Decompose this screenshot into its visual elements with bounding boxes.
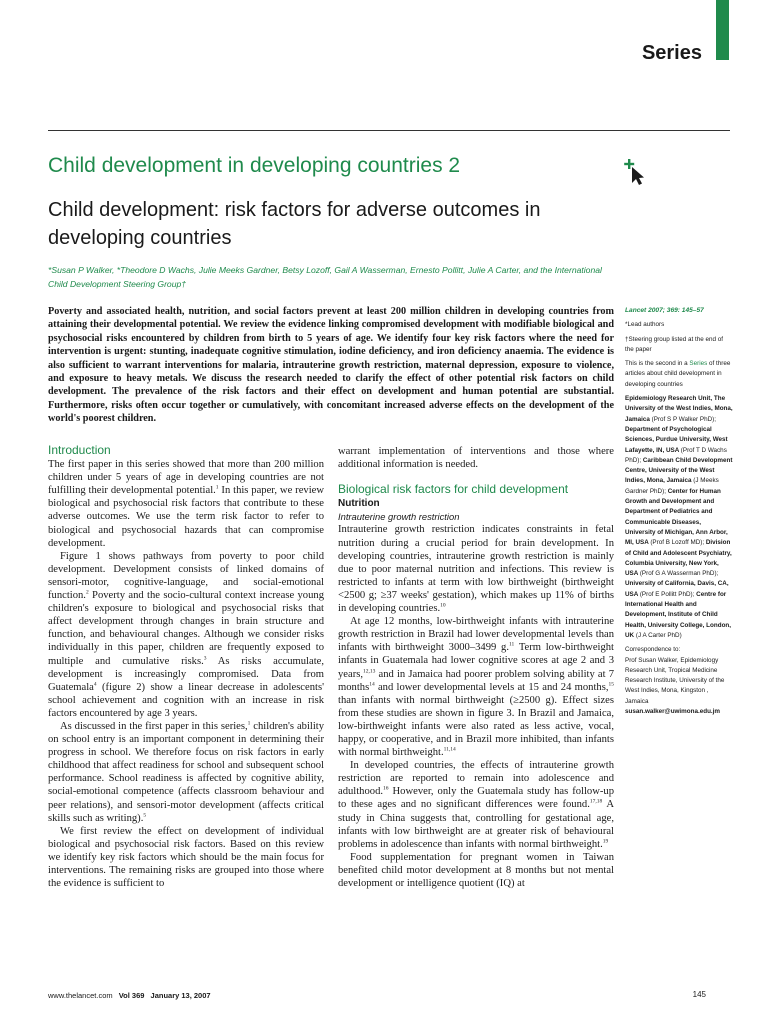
iugr-heading: Intrauterine growth restriction <box>338 511 460 523</box>
correspondence-email[interactable]: susan.walker@uwimona.edu.jm <box>625 707 721 715</box>
abstract: Poverty and associated health, nutrition, and social factors prevent at least 200 million children in developing countries from attaining their developmental potential. We review the evidence linking compromised development with modifiable biological and psychosocial risks encountered by children from birth to 5 years of age. We identify four key risk factors where the need for intervention is urgent: stunting, inadequate cognitive stimulation, iodine deficiency, and iron deficiency anaemia. The evidence is also sufficient to warrant interventions for malaria, intrauterine growth restriction, maternal depression, exposure to violence, and exposure to heavy metals. We discuss the research needed to clarify the effect of other potential risk factors on child development. The prevalence of the risk factors and their effect on development and human potential are substantial. Furthermore, risks often occur together or cumulatively, with concomitant increased adverse effects on the development of the world's poorest children. <box>48 306 614 425</box>
affiliation-institution: Caribbean Child Development Centre, University of the West Indies, Mona, Jamaica <box>625 456 733 485</box>
affiliation-names: (Prof T D Wachs PhD); <box>625 446 727 464</box>
citation: Lancet 2007; 369: 145–57 <box>625 307 704 314</box>
introduction-heading: Introduction <box>48 443 111 457</box>
intro-paragraph-4: We first review the effect on development of individual biological and psychosocial risk factors. Based on this review we identify key risk factors which should be the main focus for interventions. The remaining risks are grouped into those where the evidence is sufficient to <box>48 825 324 890</box>
reference-marker[interactable]: 12,13 <box>363 667 376 674</box>
body-column-left <box>48 444 324 890</box>
affiliation-names: (J A Carter PhD) <box>635 631 682 639</box>
reference-marker[interactable]: 14 <box>369 681 375 688</box>
journal-website-link[interactable]: www.thelancet.com <box>48 991 113 1000</box>
margin-sidebar <box>625 306 733 717</box>
series-label: Series <box>641 42 702 64</box>
affiliation-names: (Prof E Pollitt PhD); <box>639 590 697 598</box>
reference-marker[interactable]: 5 <box>143 812 147 819</box>
intro-paragraph-1: The first paper in this series showed that more than 200 million children under 5 years of age in developing countries are not fulfilling their developmental potential.$^1$ In this paper, we review biological and psychosocial risk factors that contribute to these adverse outcomes. We use the term risk factor to refer to biological and psychosocial hazards that can compromise development. <box>48 459 324 549</box>
reference-marker[interactable]: 1 <box>247 720 251 727</box>
reference-marker[interactable]: 4 <box>93 681 97 688</box>
series-note: This is the second in a Series of three articles about child development in developing countries <box>625 360 731 388</box>
affiliation-names: (Prof B Lozoff MD); <box>650 539 706 547</box>
iugr-paragraph-3: In developed countries, the effects of intrauterine growth restriction are reported to remain into adolescence and adulthood.$^{16}$ However, only the Guatemala study has follow-up to these ages and no significant differences were found.$^{17,18}$ A study in China suggests that, controlling for gestational age, infants with low birthweight are at greater risk of behavioural problems in adolescence than infants with normal birthweight.$^{19}$ <box>338 760 615 850</box>
crossmark-cursor-icon[interactable] <box>623 158 647 186</box>
affiliation-institution: Centre for International Health and Development, Institute of Child Health, University College, London, UK <box>625 590 732 639</box>
reference-marker[interactable]: 15 <box>608 681 614 688</box>
affiliations <box>625 394 733 641</box>
intro-paragraph-3: As discussed in the first paper in this series,$^1$ children's ability on school entry is an important component in determining their progress in school. We therefore focus on risk factors in early childhood that affect readiness for school and subsequent school performance. School readiness is affected by cognitive ability, social-emotional competence (affects classroom behaviour and peer relations), and sensori-motor development (affects critical skills such as writing).$^5$ <box>48 720 325 824</box>
reference-marker[interactable]: 10 <box>440 602 446 609</box>
correspondence-address: Prof Susan Walker, Epidemiology Research Unit, Tropical Medicine Research Institute, University of the West Indies, Mona, Kingston , Jamaica <box>625 656 725 705</box>
reference-marker[interactable]: 11 <box>509 641 515 648</box>
iugr-paragraph-2: At age 12 months, low-birthweight infants with intrauterine growth restriction in Brazil had lower developmental levels than infants with birthweight 3000–3499 g.$^{11}$ Term low-birthweight infants in Guatemala had lower cognitive scores at age 2 and 3 years,$^{12,13}$ and in Jamaica had poorer problem solving ability at 7 months$^{14}$ and lower developmental levels at 15 and 24 months,$^{15}$ than infants with normal birthweight (≥2500 g). Effect sizes from these studies are shown in figure 3. In Brazil and Jamaica, low-birthweight infants were also rated as less active, vocal, happy, or cooperative, and in Brazil more inhibited, than infants with normal birthweight.$^{11,14}$ <box>338 616 614 759</box>
reference-marker[interactable]: 17,18 <box>589 798 603 805</box>
continuation-paragraph: warrant implementation of interventions and those where additional information is needed. <box>338 446 614 471</box>
affiliation-institution: Department of Psychological Sciences, Purdue University, West Lafayette, IN, USA <box>625 425 728 454</box>
volume-label: Vol 369 <box>118 991 145 1000</box>
iugr-paragraph-1: Intrauterine growth restriction indicates constraints in fetal nutrition during a crucial period for brain development. In developing countries, intrauterine growth restriction is mainly due to poor maternal nutrition and infections. This review is restricted to infants at term with low birthweight (birthweight <2500 g; ≥37 weeks' gestation), which makes up 11% of births in developing countries.$^{10}$ <box>338 524 614 615</box>
reference-marker[interactable]: 19 <box>602 838 609 845</box>
reference-marker[interactable]: 2 <box>85 589 89 596</box>
series-title: Child development in developing countries 2 <box>48 154 461 177</box>
reference-marker[interactable]: 16 <box>383 785 389 792</box>
intro-paragraph-2: Figure 1 shows pathways from poverty to poor child development. Development consists of linked domains of sensori-motor, cognitive-language, and social-emotional function.$^2$ Poverty and the socio-cultural context increase young children's exposure to biological and psychosocial risks that affect development through changes in brain structure and function, and behavioural changes. Although we consider risks individually in this paper, children are frequently exposed to multiple and cumulative risks.$^3$ As risks accumulate, development is increasingly compromised. Data from Guatemala$^4$ (figure 2) show a linear decrease in adolescents' school achievement and cognition with an increase in risk factors encountered by age 3 years. <box>48 550 324 719</box>
nutrition-heading: Nutrition <box>338 498 380 510</box>
affiliation-institution: Center for Human Growth and Development and Department of Pediatrics and Communicable Diseases, University of Michigan, Ann Arbor, MI, USA <box>625 487 728 547</box>
footer-left <box>48 991 211 1000</box>
series-accent-bar <box>716 0 729 60</box>
series-link[interactable]: Series <box>689 360 708 368</box>
lead-authors-note: *Lead authors <box>625 321 665 329</box>
affiliation-institution: Epidemiology Research Unit, The University of the West Indies, Mona, Jamaica <box>625 395 733 423</box>
biological-risk-heading: Biological risk factors for child development <box>338 482 569 497</box>
body-column-right <box>338 445 614 890</box>
correspondence-label: Correspondence to: <box>625 646 681 654</box>
reference-marker[interactable]: 3 <box>203 654 207 661</box>
header-divider <box>48 130 730 131</box>
affiliation-names: (J Meeks Gardner PhD); <box>625 477 719 495</box>
affiliation-names: (Prof S P Walker PhD); <box>651 415 716 423</box>
article-title: Child development: risk factors for adverse outcomes in developing countries <box>48 199 541 249</box>
iugr-paragraph-4: Food supplementation for pregnant women in Taiwan benefited child motor development at 8 months but not mental development or intelligence quotient (IQ) at <box>338 851 614 889</box>
author-list: *Susan P Walker, *Theodore D Wachs, Julie Meeks Gardner, Betsy Lozoff, Gail A Wasserman, Ernesto Pollitt, Julie A Carter, and the International Child Development Steering Group† <box>48 265 602 289</box>
reference-marker[interactable]: 1 <box>215 484 219 491</box>
steering-group-note: †Steering group listed at the end of the paper <box>625 335 724 353</box>
affiliation-names: (Prof G A Wasserman PhD); <box>639 570 719 578</box>
affiliation-institution: University of California, Davis, CA, USA <box>625 580 729 598</box>
affiliation-institution: Division of Child and Adolescent Psychiatry, Columbia University, New York, USA <box>625 539 732 578</box>
reference-marker[interactable]: 11,14 <box>443 746 456 753</box>
page-number: 145 <box>692 990 706 999</box>
issue-date: January 13, 2007 <box>150 991 211 1000</box>
